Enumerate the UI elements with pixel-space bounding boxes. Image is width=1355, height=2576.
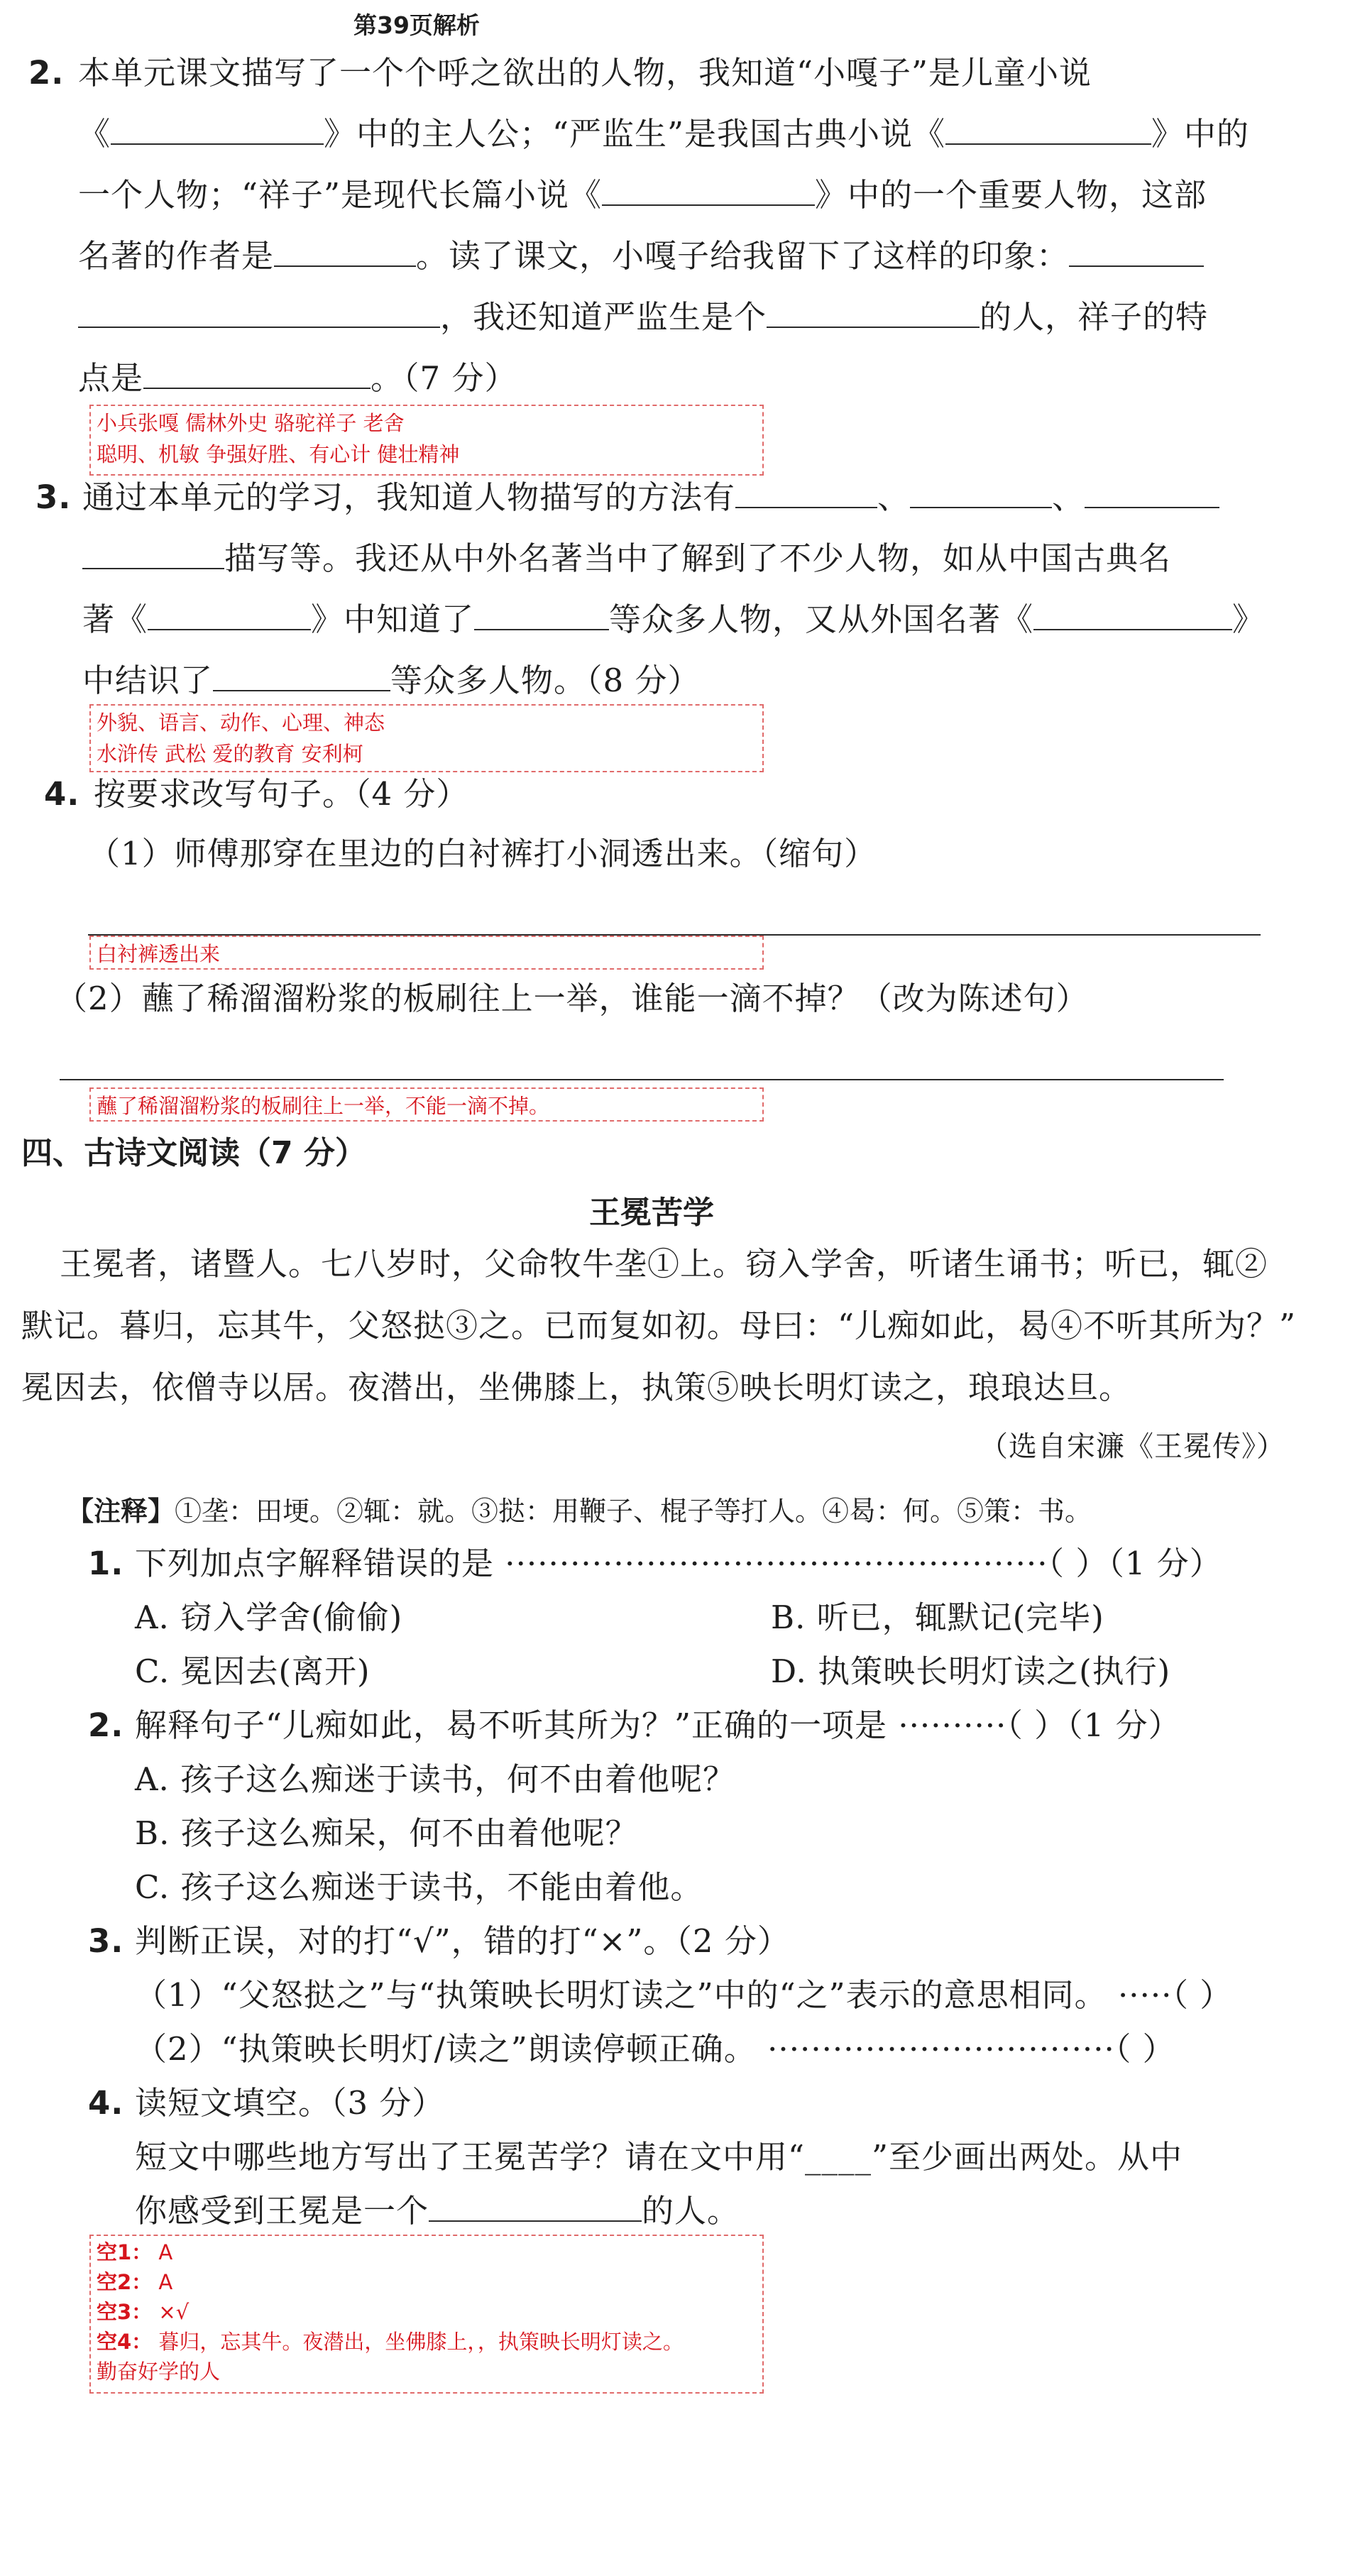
notes-text: ①垄：田埂。②辄：就。③挞：用鞭子、棍子等打人。④曷：何。⑤策：书。 — [175, 1496, 1092, 1527]
q3-answer-box — [89, 704, 764, 772]
passage-notes — [67, 1489, 1092, 1528]
q2-text: 。（7 分） — [371, 359, 517, 397]
q3-blank-3[interactable] — [1085, 504, 1219, 508]
passage-title: 王冕苦学 — [589, 1195, 714, 1231]
r3-statement-1: （1）“父怒挞之”与“执策映长明灯读之”中的“之”表示的意思相同。 ·····（ ） — [135, 1976, 1233, 2014]
q2-blank-2[interactable] — [945, 141, 1151, 145]
answer-value: 暮归，忘其牛。夜潜出，坐佛膝上，，执策映长明灯读之。 — [158, 2330, 684, 2354]
q3-line2 — [82, 539, 1172, 577]
q3-text: 》 — [1232, 601, 1266, 638]
q3-line1 — [82, 478, 1219, 516]
answer-blank-5: 勤奋好学的人 — [97, 2359, 221, 2384]
q2-blank-3[interactable] — [602, 202, 815, 206]
q3-blank-5[interactable] — [148, 626, 311, 630]
r4-number: 4. — [88, 2084, 124, 2122]
answer-value: A — [158, 2270, 173, 2294]
r2-stem: 解释句子“儿痴如此，曷不听其所为？”正确的一项是 ··········（ ）（1 分） — [135, 1706, 1181, 1744]
q2-text: 》中的主人公；“严监生”是我国古典小说《 — [324, 115, 946, 153]
q2-text: 名著的作者是 — [78, 237, 275, 275]
r1-option-b[interactable]: B. 听已，辄默记(完毕) — [771, 1599, 1104, 1636]
q2-number: 2. — [28, 54, 65, 92]
section-title: 四、古诗文阅读（7 分） — [21, 1135, 366, 1171]
q2-line2 — [78, 115, 1250, 153]
q3-number: 3. — [35, 478, 72, 516]
q2-text: 点是 — [78, 359, 144, 397]
q3-blank-1[interactable] — [735, 504, 877, 508]
r1-stem: 下列加点字解释错误的是 ··················································（ ）（1 分） — [135, 1545, 1222, 1582]
q4-answer-2: 蘸了稀溜溜粉浆的板刷往上一举，不能一滴不掉。 — [97, 1094, 550, 1118]
answer-key: 空2： — [97, 2270, 153, 2294]
r3-statement-2: （2）“执策映长明灯/读之”朗读停顿正确。 ································（ ） — [135, 2030, 1175, 2068]
q3-line3 — [82, 601, 1266, 638]
q3-text: 等众多人物，又从外国名著《 — [609, 601, 1034, 638]
q2-text: 《 — [78, 115, 111, 153]
q2-text: 一个人物；“祥子”是现代长篇小说《 — [78, 176, 603, 214]
q2-blank-8[interactable] — [143, 385, 371, 389]
q2-blank-4[interactable] — [274, 263, 416, 267]
q3-text: 、 — [877, 478, 911, 516]
q3-blank-2[interactable] — [910, 504, 1052, 508]
r4-text: 你感受到王冕是一个 — [135, 2192, 429, 2230]
q3-blank-4[interactable] — [82, 565, 224, 569]
r2-number: 2. — [88, 1706, 124, 1744]
q4-title: 按要求改写句子。（4 分） — [94, 775, 469, 813]
r2-option-c[interactable]: C. 孩子这么痴迷于读书，不能由着他。 — [135, 1868, 703, 1906]
passage-line2: 默记。暮归，忘其牛，父怒挞③之。已而复如初。母曰：“儿痴如此，曷④不听其所为？” — [21, 1307, 1297, 1344]
answer-blank-4 — [97, 2327, 757, 2357]
q4-answer-box-2 — [89, 1087, 764, 1122]
answer-key: 空3： — [97, 2300, 153, 2324]
q4-number: 4. — [44, 775, 80, 813]
r3-number: 3. — [88, 1922, 124, 1960]
answer-blank-1 — [97, 2237, 757, 2267]
q3-text: 描写等。我还从中外名著当中了解到了不少人物，如从中国古典名 — [224, 539, 1172, 577]
r1-option-d[interactable]: D. 执策映长明灯读之(执行) — [771, 1653, 1171, 1690]
q2-blank-5[interactable] — [1069, 263, 1204, 267]
notes-label: 【注释】 — [67, 1496, 175, 1527]
q3-text: 著《 — [82, 601, 148, 638]
r1-number: 1. — [88, 1545, 124, 1582]
q2-answer-line1: 小兵张嘎 儒林外史 骆驼祥子 老舍 — [97, 411, 405, 435]
r4-text: 的人。 — [642, 2192, 740, 2230]
q2-blank-6[interactable] — [78, 324, 440, 328]
answer-value: A — [158, 2240, 173, 2264]
r4-line1: 短文中哪些地方写出了王冕苦学？请在文中用“____”至少画出两处。从中 — [135, 2138, 1183, 2176]
q2-answer-line2: 聪明、机敏 争强好胜、有心计 健壮精神 — [97, 442, 460, 466]
q3-line4 — [82, 662, 701, 699]
answer-value: ×√ — [158, 2300, 190, 2324]
answer-blank-3 — [97, 2297, 757, 2327]
q4-sentence2: （2）蘸了稀溜溜粉浆的板刷往上一举，谁能一滴不掉？（改为陈述句） — [55, 980, 1089, 1017]
q2-line5 — [78, 298, 1209, 336]
q3-text: 中结识了 — [82, 662, 214, 699]
passage-line1: 王冕者，诸暨人。七八岁时，父命牧牛垄①上。窃入学舍，听诸生诵书；听已，辄② — [60, 1245, 1268, 1283]
q4-answer-1: 白衬裤透出来 — [97, 942, 221, 966]
q4-sentence1: （1）师傅那穿在里边的白衬裤打小洞透出来。（缩句） — [88, 835, 877, 872]
page-header: 第39页解析 — [353, 11, 480, 39]
q2-line4 — [78, 237, 1204, 275]
q3-blank-7[interactable] — [1033, 626, 1232, 630]
passage-line3: 冕因去，依僧寺以居。夜潜出，坐佛膝上，执策⑤映长明灯读之，琅琅达旦。 — [21, 1369, 1132, 1406]
q2-blank-7[interactable] — [767, 324, 980, 328]
q3-text: 》中知道了 — [311, 601, 475, 638]
q3-text: 通过本单元的学习，我知道人物描写的方法有 — [82, 478, 736, 516]
q3-text: 、 — [1052, 478, 1085, 516]
answer-blank-2 — [97, 2267, 757, 2297]
q2-line6 — [78, 359, 517, 397]
passage-source: （选自宋濂《王冕传》） — [980, 1430, 1285, 1463]
q2-text: 》中的一个重要人物，这部 — [815, 176, 1207, 214]
r2-option-b[interactable]: B. 孩子这么痴呆，何不由着他呢？ — [135, 1814, 638, 1852]
q2-text: 》中的 — [1151, 115, 1250, 153]
q4-answer-box-1 — [89, 936, 764, 970]
r4-stem: 读短文填空。（3 分） — [135, 2084, 445, 2122]
r1-option-a[interactable]: A. 窃入学舍(偷偷) — [135, 1599, 403, 1636]
q3-answer-line2: 水浒传 武松 爱的教育 安利柯 — [97, 742, 363, 766]
q2-text: 。读了课文，小嘎子给我留下了这样的印象： — [416, 237, 1070, 275]
r4-line2 — [135, 2192, 740, 2230]
r3-stem: 判断正误，对的打“√”，错的打“×”。（2 分） — [135, 1922, 790, 1960]
reading-answer-box — [89, 2235, 764, 2394]
answer-key: 空1： — [97, 2240, 153, 2264]
q4-answer-line-2[interactable] — [60, 1079, 1224, 1080]
q3-text: 等众多人物。（8 分） — [390, 662, 701, 699]
q3-blank-6[interactable] — [474, 626, 609, 630]
q2-line1: 本单元课文描写了一个个呼之欲出的人物，我知道“小嘎子”是儿童小说 — [78, 54, 1092, 92]
q2-blank-1[interactable] — [111, 141, 324, 145]
q2-answer-box — [89, 405, 764, 476]
r2-option-a[interactable]: A. 孩子这么痴迷于读书，何不由着他呢？ — [135, 1760, 736, 1798]
r1-option-c[interactable]: C. 冕因去(离开) — [135, 1653, 371, 1690]
q2-text: 的人，祥子的特 — [980, 298, 1209, 336]
r4-blank[interactable] — [429, 2218, 642, 2222]
q3-blank-8[interactable] — [213, 687, 390, 691]
q2-line3 — [78, 176, 1207, 214]
q2-text: ，我还知道严监生是个 — [440, 298, 767, 336]
q3-answer-line1: 外貌、语言、动作、心理、神态 — [97, 711, 385, 735]
answer-key: 空4： — [97, 2330, 153, 2354]
